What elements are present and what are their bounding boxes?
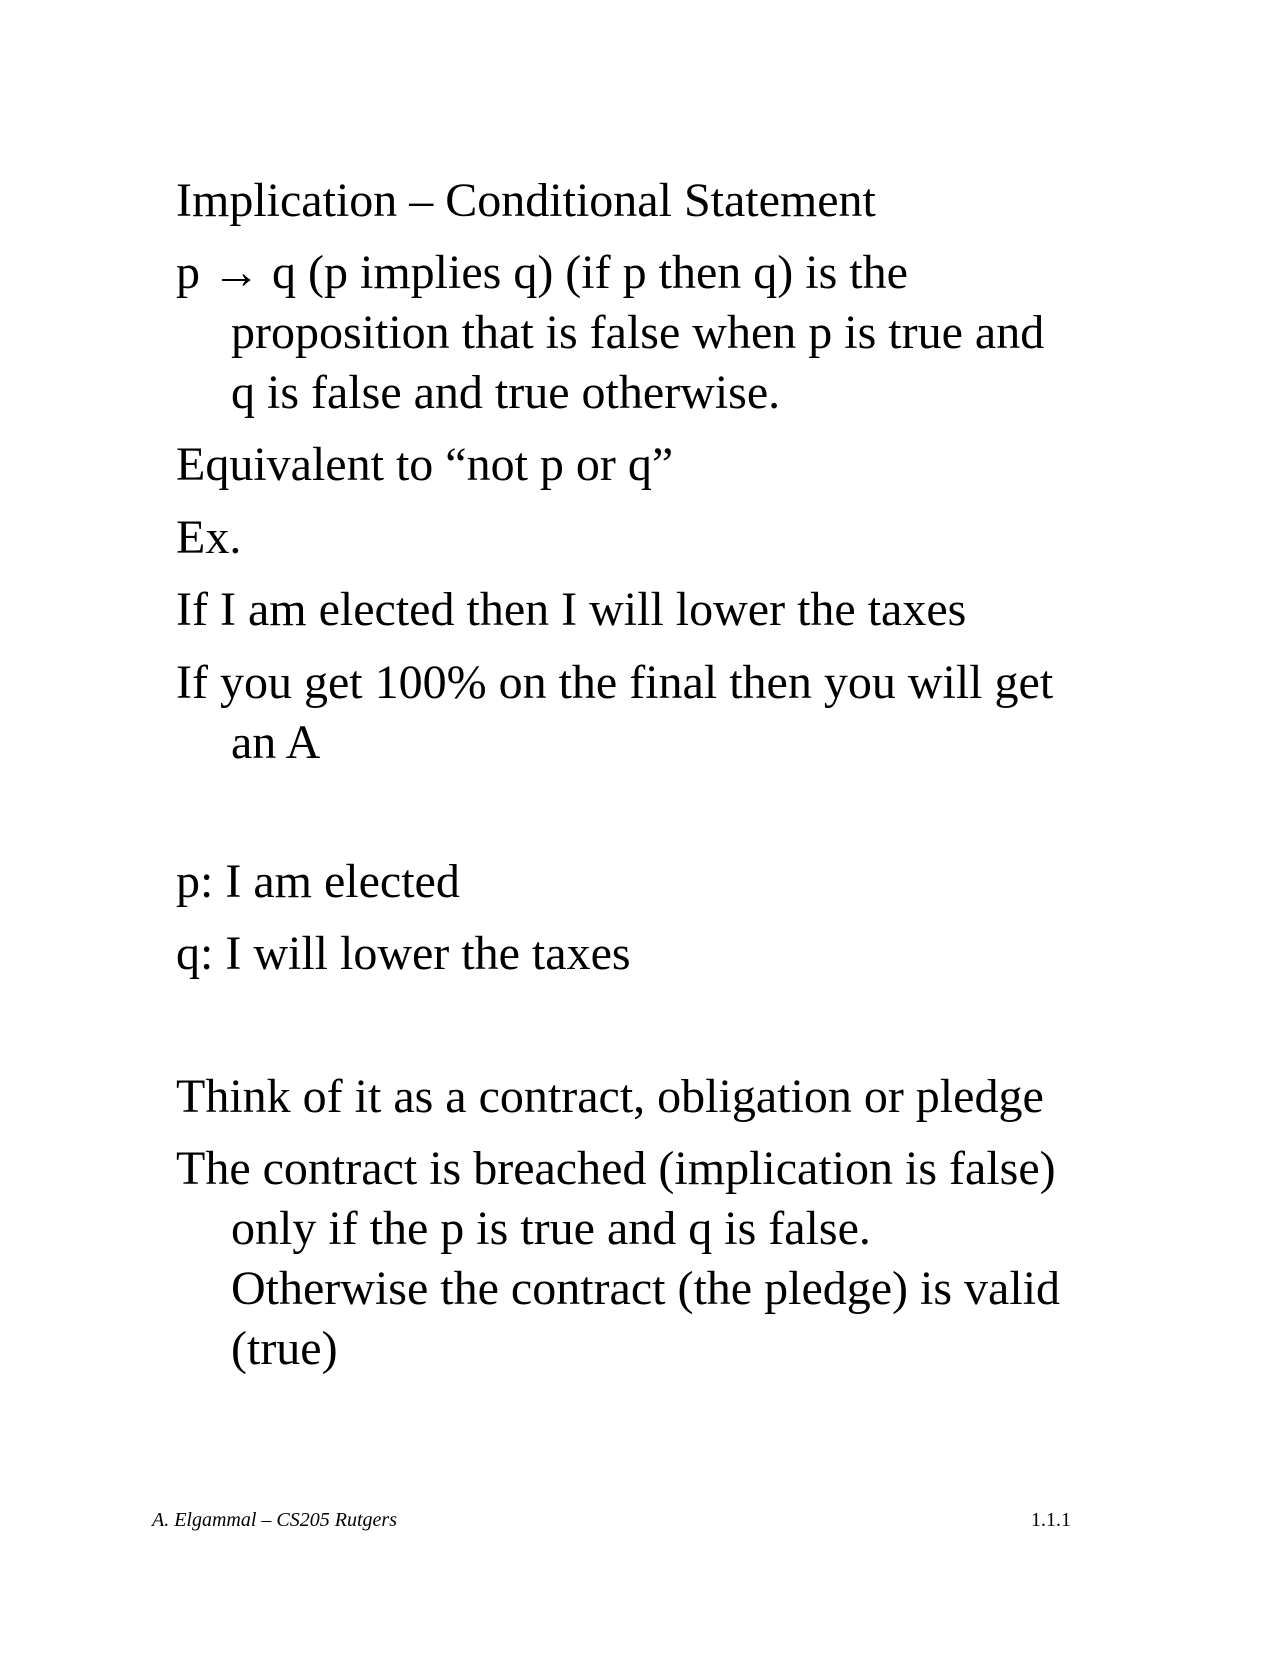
definition-line-3: q is false and true otherwise. (231, 366, 781, 419)
contract-line-4: Otherwise the contract (the pledge) is valid (231, 1262, 1061, 1315)
example-1: If I am elected then I will lower the taxes (176, 583, 967, 636)
footer-author: A. Elgammal – CS205 Rutgers (152, 1509, 397, 1531)
definition-line-2: proposition that is false when p is true and (231, 306, 1045, 359)
equivalent-statement: Equivalent to “not p or q” (176, 438, 674, 491)
example-2-line-1: If you get 100% on the final then you will get (176, 656, 1054, 709)
contract-line-2: The contract is breached (implication is false) (176, 1142, 1056, 1195)
contract-line-1: Think of it as a contract, obligation or pledge (176, 1070, 1044, 1123)
contract-line-3: only if the p is true and q is false. (231, 1202, 871, 1255)
footer-slide-number: 1.1.1 (1031, 1509, 1071, 1531)
example-2-line-2: an A (231, 716, 321, 769)
slide-title: Implication – Conditional Statement (176, 174, 876, 227)
example-label: Ex. (176, 511, 242, 564)
p-definition: p: I am elected (176, 855, 460, 908)
contract-line-5: (true) (231, 1322, 338, 1375)
q-definition: q: I will lower the taxes (176, 927, 631, 980)
definition-line-1: p → q (p implies q) (if p then q) is the (176, 246, 908, 299)
